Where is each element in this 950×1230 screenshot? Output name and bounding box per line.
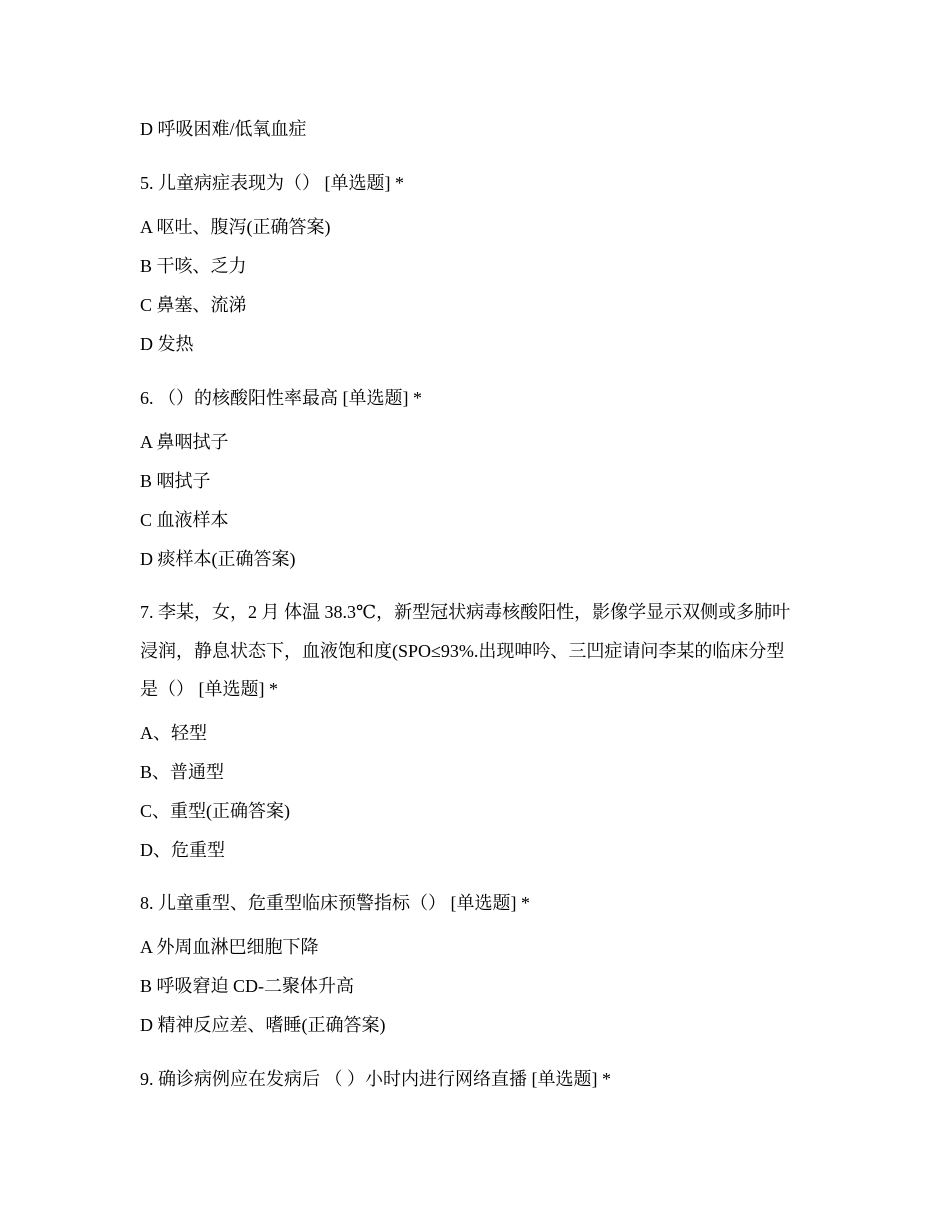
- q8-option-d: D 精神反应差、嗜睡(正确答案): [140, 1015, 386, 1035]
- q8-question: 8. 儿童重型、危重型临床预警指标（） [单选题] *: [140, 893, 530, 913]
- q7-option-c: C、重型(正确答案): [140, 801, 290, 821]
- q4-option-d: D 呼吸困难/低氧血症: [140, 119, 307, 139]
- q7-question-line-2: 浸润，静息状态下，血液饱和度(SPO≤93%.出现呻吟、三凹症请问李某的临床分型: [140, 641, 785, 661]
- q6-option-a: A 鼻咽拭子: [140, 432, 229, 452]
- q6-option-c: C 血液样本: [140, 510, 229, 530]
- q5-option-b: B 干咳、乏力: [140, 256, 247, 276]
- q7-question-line-3: 是（） [单选题] *: [140, 679, 278, 699]
- q8-option-a: A 外周血淋巴细胞下降: [140, 937, 319, 957]
- q9-question: 9. 确诊病例应在发病后 （ ）小时内进行网络直播 [单选题] *: [140, 1069, 611, 1089]
- q6-option-b: B 咽拭子: [140, 471, 211, 491]
- q5-option-c: C 鼻塞、流涕: [140, 295, 247, 315]
- q5-option-d: D 发热: [140, 334, 194, 354]
- q6-option-d: D 痰样本(正确答案): [140, 549, 296, 569]
- q7-option-d: D、危重型: [140, 840, 225, 860]
- q5-question: 5. 儿童病症表现为（） [单选题] *: [140, 173, 404, 193]
- q5-option-a: A 呕吐、腹泻(正确答案): [140, 217, 331, 237]
- q6-question: 6. （）的核酸阳性率最高 [单选题] *: [140, 388, 422, 408]
- q8-option-b: B 呼吸窘迫 CD-二聚体升高: [140, 976, 355, 996]
- q7-option-b: B、普通型: [140, 762, 225, 782]
- q7-option-a: A、轻型: [140, 723, 207, 743]
- q7-question-line-1: 7. 李某，女，2 月 体温 38.3℃，新型冠状病毒核酸阳性，影像学显示双侧或多肺叶: [140, 602, 791, 622]
